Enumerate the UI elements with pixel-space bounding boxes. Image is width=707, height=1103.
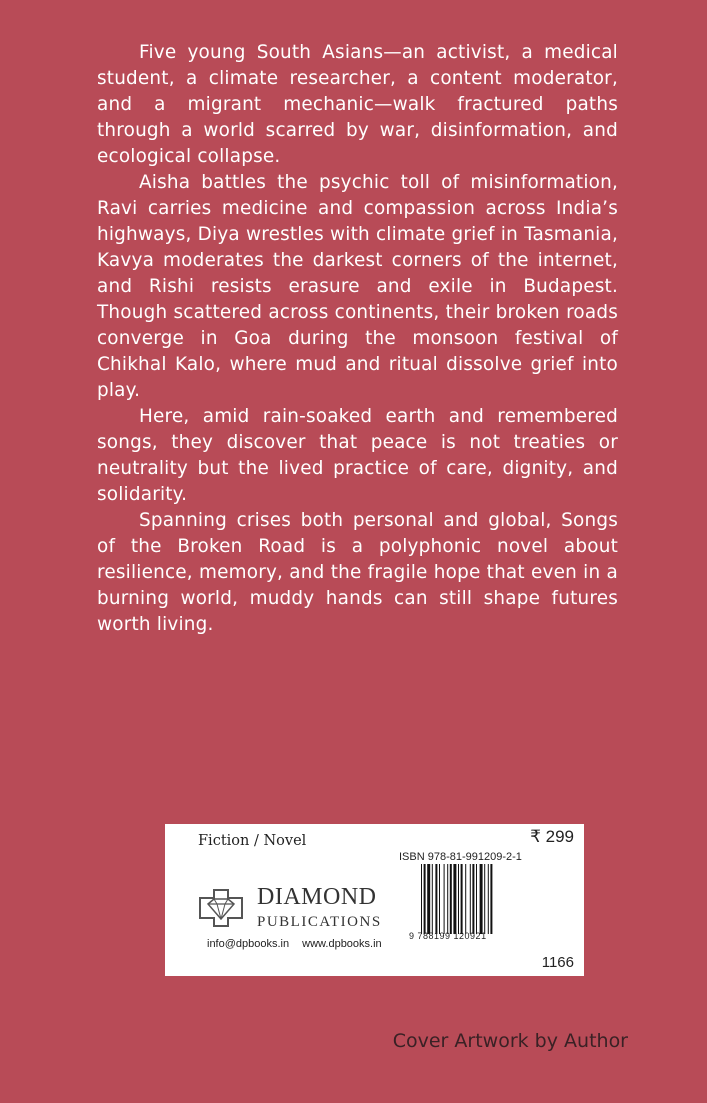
barcode-bar bbox=[421, 864, 422, 934]
blurb-paragraph: Five young South Asians—an activist, a medical student, a climate researcher, a content moderator, and a migrant mechanic—walk fractured paths through a world scarred by war, disinformation, and ecological collapse. bbox=[97, 42, 618, 167]
barcode-bar bbox=[480, 864, 483, 934]
barcode-bar bbox=[484, 864, 485, 934]
isbn-barcode bbox=[421, 864, 517, 934]
barcode-bar bbox=[447, 864, 448, 934]
barcode-bar bbox=[444, 864, 445, 934]
barcode-bar bbox=[450, 864, 452, 934]
barcode-bar bbox=[427, 864, 430, 934]
isbn-text: ISBN 978-81-991209-2-1 bbox=[399, 851, 522, 863]
blurb-paragraph: Here, amid rain-soaked earth and remembered songs, they discover that peace is not treaties or neutrality but the lived practice of care, dignity, and solidarity. bbox=[97, 406, 618, 505]
diamond-logo-icon bbox=[198, 888, 244, 928]
price-text: ₹ 299 bbox=[530, 827, 574, 846]
cover-artwork-credit: Cover Artwork by Author bbox=[392, 1030, 628, 1052]
back-cover-blurb bbox=[97, 40, 618, 638]
publisher-website: www.dpbooks.in bbox=[302, 938, 382, 950]
blurb-paragraph: Spanning crises both personal and global, Songs of the Broken Road is a polyphonic novel about resilience, memory, and the fragile hope that even in a burning world, muddy hands can still shape futures worth living. bbox=[97, 510, 618, 635]
publisher-email: info@dpbooks.in bbox=[207, 938, 290, 950]
barcode-bar bbox=[470, 864, 471, 934]
barcode-bar bbox=[461, 864, 463, 934]
barcode-bar bbox=[458, 864, 459, 934]
blurb-paragraph: Aisha battles the psychic toll of misinformation, Ravi carries medicine and compassion across India’s highways, Diya wrestles with climate grief in Tasmania, Kavya moderates the darkest corners of the internet, and Rishi resists erasure and exile in Budapest. Though scattered across continents, their broken roads converge in Goa during the monsoon festival of Chikhal Kalo, where mud and ritual dissolve grief into play. bbox=[97, 172, 618, 401]
barcode-bar bbox=[465, 864, 466, 934]
barcode-digits: 9 788199 120921 bbox=[409, 931, 487, 941]
barcode-bar bbox=[424, 864, 426, 934]
publisher-label-box bbox=[165, 824, 584, 976]
genre-text: Fiction / Novel bbox=[198, 833, 307, 849]
publisher-name: DIAMOND bbox=[257, 884, 377, 910]
barcode-bar bbox=[453, 864, 456, 934]
barcode-bar bbox=[476, 864, 477, 934]
barcode-bar bbox=[488, 864, 489, 934]
barcode-bar bbox=[435, 864, 437, 934]
publisher-contact bbox=[207, 938, 382, 950]
barcode-bar bbox=[439, 864, 440, 934]
barcode-bar bbox=[472, 864, 474, 934]
barcode-bar bbox=[432, 864, 433, 934]
publisher-subtitle: PUBLICATIONS bbox=[257, 914, 382, 930]
catalog-code: 1166 bbox=[541, 954, 574, 971]
barcode-bar bbox=[490, 864, 492, 934]
